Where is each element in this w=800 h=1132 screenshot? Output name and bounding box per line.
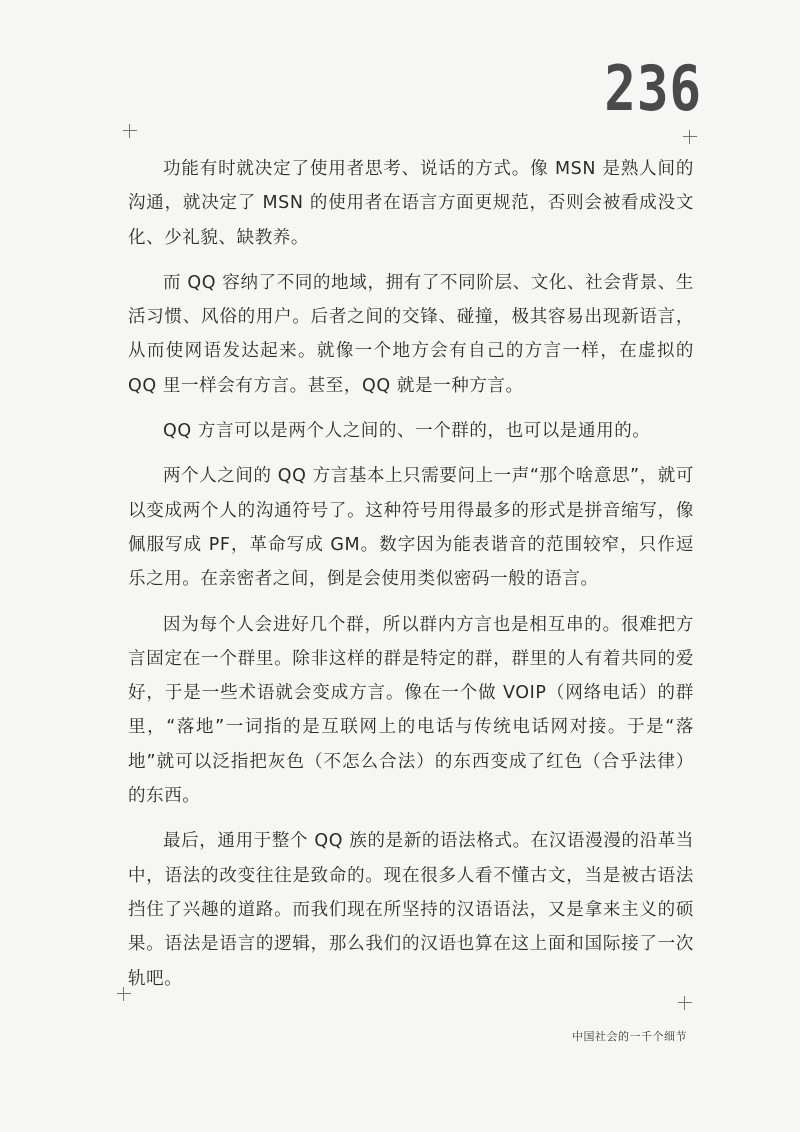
- body-text: [128, 152, 694, 1007]
- paragraph-5: 因为每个人会进好几个群，所以群内方言也是相互串的。很难把方言固定在一个群里。除非这样的群是特定的群，群里的人有着共同的爱好，于是一些术语就会变成方言。像在一个做 VOIP（网络电话）的群里，“落地”一词指的是互联网上的电话与传统电话网对接。于是“落地”就可以泛指把灰色（不怎么合法）的东西变成了红色（合乎法律）的东西。: [128, 614, 694, 807]
- crop-mark-top-left: [123, 124, 137, 138]
- paragraph-1: 功能有时就决定了使用者思考、说话的方式。像 MSN 是熟人间的沟通，就决定了 MSN 的使用者在语言方面更规范，否则会被看成没文化、少礼貌、缺教养。: [128, 159, 694, 248]
- paragraph-6: 最后，通用于整个 QQ 族的是新的语法格式。在汉语漫漫的沿革当中，语法的改变往往是致命的。现在很多人看不懂古文，当是被古语法挡住了兴趣的道路。而我们现在所坚持的汉语语法，又是拿来主义的硕果。语法是语言的逻辑，那么我们的汉语也算在这上面和国际接了一次轨吧。: [128, 831, 694, 989]
- paragraph-4: 两个人之间的 QQ 方言基本上只需要问上一声“那个啥意思”，就可以变成两个人的沟通符号了。这种符号用得最多的形式是拼音缩写，像佩服写成 PF，革命写成 GM。数字因为能表谐音的范围较窄，只作逗乐之用。在亲密者之间，倒是会使用类似密码一般的语言。: [128, 466, 695, 590]
- paragraph-2: 而 QQ 容纳了不同的地域，拥有了不同阶层、文化、社会背景、生活习惯、风俗的用户。后者之间的交锋、碰撞，极其容易出现新语言，从而使网语发达起来。就像一个地方会有自己的方言一样，在虚拟的 QQ 里一样会有方言。甚至，QQ 就是一种方言。: [128, 272, 694, 396]
- paragraph-3: QQ 方言可以是两个人之间的、一个群的，也可以是通用的。: [163, 421, 651, 442]
- running-footer: 中国社会的一千个细节: [572, 1030, 687, 1043]
- page-number: 236: [604, 52, 702, 125]
- crop-mark-top-right: [683, 130, 697, 144]
